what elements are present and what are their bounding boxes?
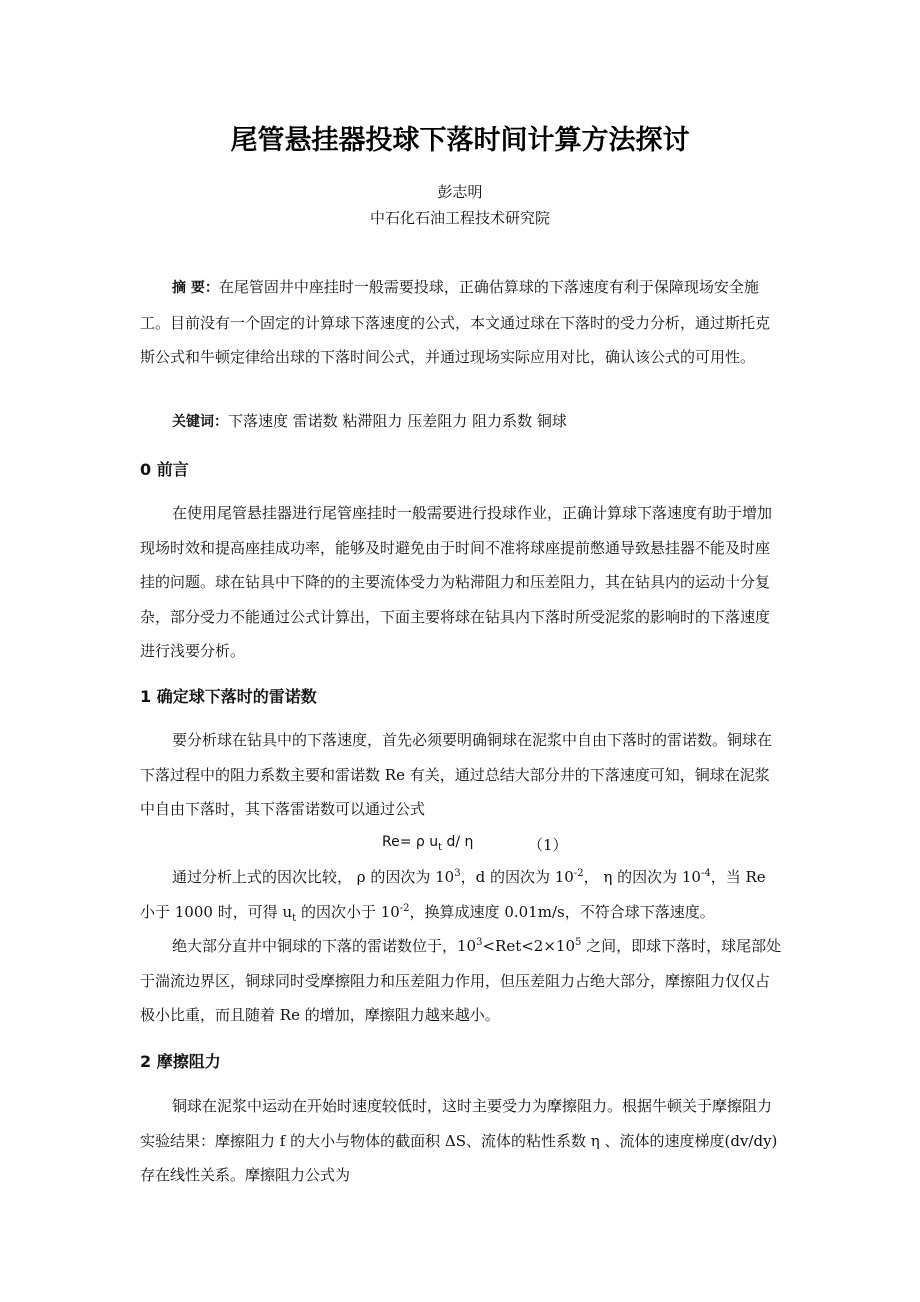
intro-paragraph: 在使用尾管悬挂器进行尾管座挂时一般需要进行投球作业，正确计算球下落速度有助于增加现场时效和提高座挂成功率，能够及时避免由于时间不准将球座提前憋通导致悬挂器不能及时座挂的问题。球在钻具中下降的的主要流体受力为粘滞阻力和压差阻力，其在钻具内的运动十分复杂，部分受力不能通过公式计算出，下面主要将球在钻具内下落时所受泥浆的影响时的下落速度进行浅要分析。	[140, 504, 773, 660]
p2-text-e: 的因次小于 10	[296, 902, 400, 921]
p3-sup-a: 3	[476, 937, 483, 948]
p2-text-c: ， η 的因次为 10	[583, 868, 701, 886]
keywords-label: 关键词：	[172, 414, 228, 430]
equation-number: （1）	[528, 836, 568, 854]
equation-expression	[382, 834, 474, 853]
reynolds-paragraph-2	[140, 860, 782, 929]
author-affiliation: 中石化石油工程技术研究院	[369, 209, 550, 227]
p2-sup-c: -4	[700, 868, 711, 879]
p2-sub-d: t	[292, 912, 297, 924]
friction-paragraph: 铜球在泥浆中运动在开始时速度较低时，这时主要受力为摩擦阻力。根据牛顿关于摩擦阻力实验结果：摩擦阻力 f 的大小与物体的截面积 ΔS、流体的粘性系数 η 、流体的速度梯度(dv/dy)存在线性关系。摩擦阻力公式为	[140, 1097, 778, 1184]
section-heading-intro: 0 前言	[140, 460, 189, 479]
keywords	[140, 404, 782, 440]
p3-text-a: 绝大部分直井中铜球的下落的雷诺数位于，10	[172, 937, 477, 955]
keywords-text: 下落速度 雷诺数 粘滞阻力 压差阻力 阻力系数 铜球	[228, 412, 567, 430]
section-heading-reynolds: 1 确定球下落时的雷诺数	[140, 687, 317, 706]
equation-rhs: d/ η	[442, 834, 474, 850]
p2-sup-a: 3	[454, 868, 461, 879]
abstract	[140, 270, 782, 375]
abstract-label: 摘 要：	[172, 280, 219, 296]
section-heading-friction: 2 摩擦阻力	[140, 1052, 221, 1071]
p3-text-b: <Ret<2×10	[482, 937, 576, 955]
p2-text-a: 通过分析上式的因次比较， ρ 的因次为 10	[172, 868, 455, 886]
author-name: 彭志明	[437, 183, 483, 201]
p2-text-d: ，当 Re 小于 1000 时，可得 u	[140, 868, 766, 921]
p3-text-c: 之间，即球下落时，球尾部处于湍流边界区，铜球同时受摩擦阻力和压差阻力作用，但压差阻力占绝大部分，摩擦阻力仅仅占极小比重，而且随着 Re 的增加，摩擦阻力越来越小。	[140, 937, 782, 1024]
p2-sup-b: -2	[573, 868, 584, 879]
paper-title: 尾管悬挂器投球下落时间计算方法探讨	[230, 125, 690, 156]
p3-sup-b: 5	[575, 937, 582, 948]
equation-lhs: Re= ρ u	[382, 834, 439, 850]
p2-sup-e: -2	[399, 902, 410, 914]
abstract-text: 在尾管固井中座挂时一般需要投球，正确估算球的下落速度有利于保障现场安全施工。目前没有一个固定的计算球下落速度的公式，本文通过球在下落时的受力分析，通过斯托克斯公式和牛顿定律给出球的下落时间公式，并通过现场实际应用对比，确认该公式的可用性。	[140, 278, 771, 366]
reynolds-paragraph-3	[140, 929, 782, 1033]
p2-text-b: ，d 的因次为 10	[460, 868, 574, 886]
equation-subscript: t	[438, 841, 443, 853]
p2-text-f: ，换算成速度 0.01m/s，不符合球下落速度。	[409, 902, 715, 921]
reynolds-paragraph-1: 要分析球在钻具中的下落速度，首先必须要明确铜球在泥浆中自由下落时的雷诺数。铜球在下落过程中的阻力系数主要和雷诺数 Re 有关，通过总结大部分井的下落速度可知，铜球在泥浆中自由下落时，其下落雷诺数可以通过公式	[140, 731, 773, 818]
